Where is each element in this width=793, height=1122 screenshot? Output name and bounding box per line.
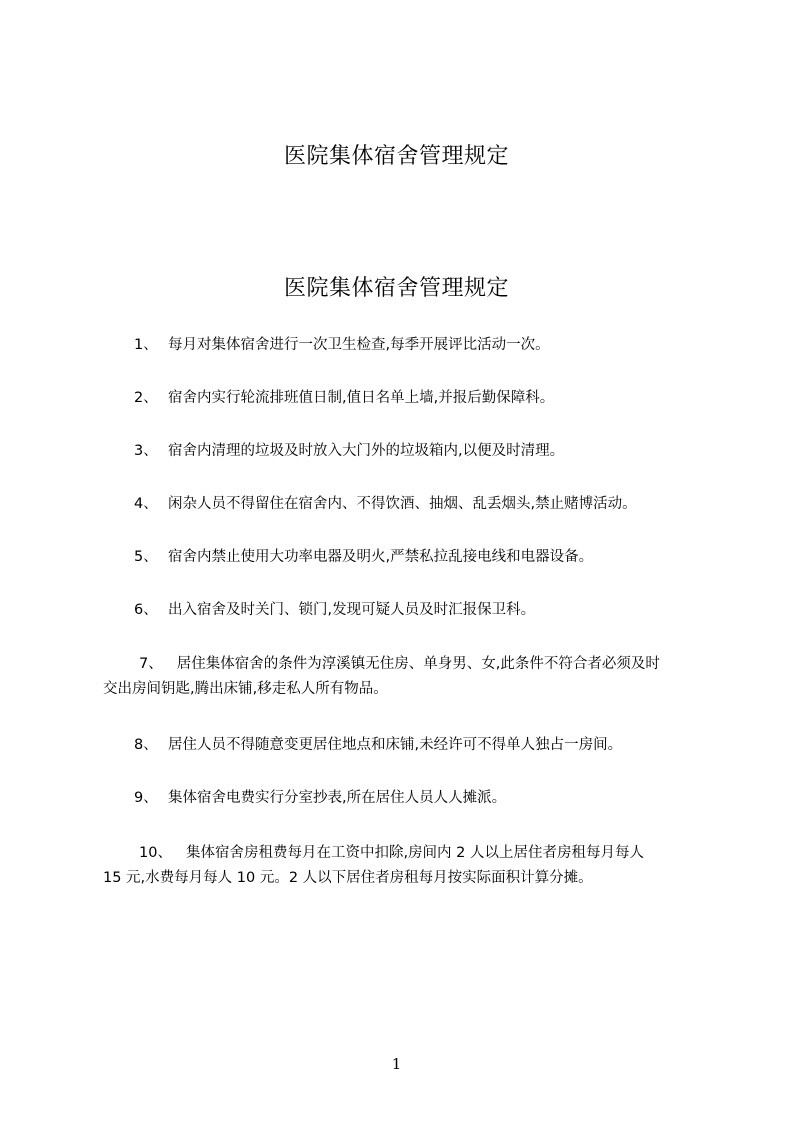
rule-item-6 bbox=[134, 598, 535, 623]
rule-text: 集体宿舍房租费每月在工资中扣除,房间内 2 人以上居住者房租每月每人 bbox=[185, 845, 645, 861]
rule-item-1 bbox=[134, 333, 550, 358]
rule-item-8 bbox=[134, 733, 622, 758]
rule-item-4 bbox=[134, 492, 637, 517]
rule-number: 6、 bbox=[134, 602, 158, 618]
rule-item-7 bbox=[103, 652, 723, 702]
rule-number: 7、 bbox=[139, 656, 163, 672]
rule-item-9 bbox=[134, 786, 506, 811]
rule-number: 1、 bbox=[134, 337, 158, 353]
rule-text-continued: 交出房间钥匙,腾出床铺,移走私人所有物品。 bbox=[103, 681, 388, 697]
rule-text: 居住集体宿舍的条件为淳溪镇无住房、单身男、女,此条件不符合者必须及时 bbox=[176, 656, 660, 672]
document-heading-top: 医院集体宿舍管理规定 bbox=[283, 144, 509, 169]
page-number: 1 bbox=[391, 1055, 402, 1073]
rule-number: 4、 bbox=[134, 496, 158, 512]
rule-number: 10、 bbox=[139, 845, 172, 861]
rule-item-2 bbox=[134, 386, 554, 411]
rule-number: 8、 bbox=[134, 737, 158, 753]
rule-text: 闲杂人员不得留住在宿舍内、不得饮酒、抽烟、乱丢烟头,禁止赌博活动。 bbox=[168, 496, 637, 512]
rule-text: 宿舍内清理的垃圾及时放入大门外的垃圾箱内,以便及时清理。 bbox=[168, 443, 565, 459]
rule-number: 3、 bbox=[134, 443, 158, 459]
rule-line bbox=[103, 652, 723, 677]
rule-text: 每月对集体宿舍进行一次卫生检查,每季开展评比活动一次。 bbox=[168, 337, 550, 353]
rule-item-3 bbox=[134, 439, 564, 464]
rule-text: 集体宿舍电费实行分室抄表,所在居住人员人人摊派。 bbox=[168, 790, 507, 806]
document-heading-main: 医院集体宿舍管理规定 bbox=[283, 276, 509, 301]
rule-number: 2、 bbox=[134, 390, 158, 406]
rule-text: 宿舍内实行轮流排班值日制,值日名单上墙,并报后勤保障科。 bbox=[168, 390, 555, 406]
rule-number: 5、 bbox=[134, 549, 158, 565]
rule-item-5 bbox=[134, 545, 593, 570]
rule-text: 出入宿舍及时关门、锁门,发现可疑人员及时汇报保卫科。 bbox=[168, 602, 536, 618]
rule-text-continued: 15 元,水费每月每人 10 元。2 人以下居住者房租每月按实际面积计算分摊。 bbox=[103, 870, 593, 886]
rule-line bbox=[103, 841, 723, 866]
rule-text: 居住人员不得随意变更居住地点和床铺,未经许可不得单人独占一房间。 bbox=[168, 737, 623, 753]
rule-text: 宿舍内禁止使用大功率电器及明火,严禁私拉乱接电线和电器设备。 bbox=[168, 549, 594, 565]
rule-item-10 bbox=[103, 841, 723, 891]
rule-number: 9、 bbox=[134, 790, 158, 806]
